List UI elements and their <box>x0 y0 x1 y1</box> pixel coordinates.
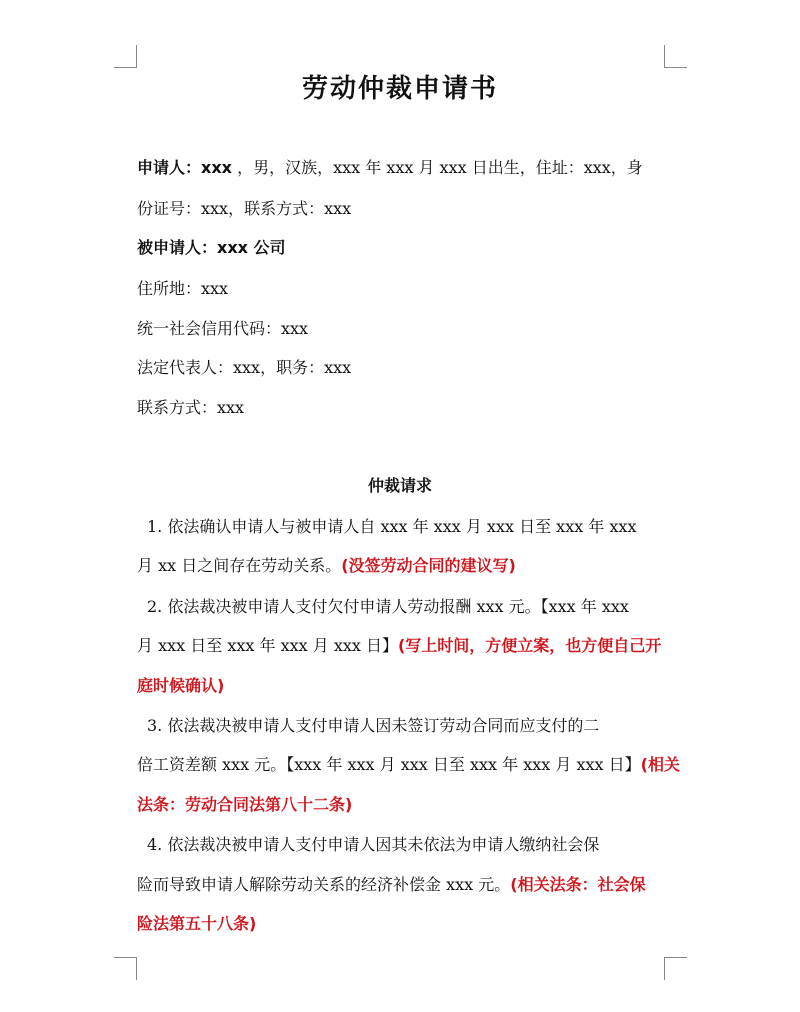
respondent-credit-code: 统一社会信用代码：xxx <box>137 319 309 338</box>
respondent-line <box>137 235 286 258</box>
respondent-legal-rep: 法定代表人：xxx，职务：xxx <box>137 358 352 377</box>
applicant-line-1 <box>137 155 643 178</box>
claim-2-line-1: 2. 依法裁决被申请人支付欠付申请人劳动报酬 xxx 元。【xxx 年 xxx <box>147 597 629 616</box>
claim-3-note: (相关 <box>640 755 680 774</box>
claim-3-line-1: 3. 依法裁决被申请人支付申请人因未签订劳动合同而应支付的二 <box>147 716 600 735</box>
crop-mark-top-right <box>664 45 687 68</box>
claim-4-text: 险而导致申请人解除劳动关系的经济补偿金 xxx 元。 <box>137 875 511 894</box>
claim-1-line-2 <box>137 553 516 576</box>
respondent-address: 住所地：xxx <box>137 279 229 298</box>
respondent-label: 被申请人： <box>137 238 218 257</box>
claim-1-note: (没签劳动合同的建议写) <box>341 556 516 575</box>
claim-3-text: 倍工资差额 xxx 元。【xxx 年 xxx 月 xxx 日至 xxx 年 xxx 月 xxx 日】 <box>137 755 641 774</box>
applicant-details: ，男，汉族，xxx 年 xxx 月 xxx 日出生，住址：xxx，身 <box>231 158 643 177</box>
claim-2-line-2 <box>137 633 661 656</box>
crop-mark-bottom-left <box>114 957 137 980</box>
applicant-line-2: 份证号：xxx，联系方式：xxx <box>137 199 352 218</box>
crop-mark-top-left <box>114 45 137 68</box>
claim-4-line-1: 4. 依法裁决被申请人支付申请人因其未依法为申请人缴纳社会保 <box>147 835 600 854</box>
claim-4-note: (相关法条：社会保 <box>510 875 646 894</box>
crop-mark-bottom-right <box>664 957 687 980</box>
claim-1-text: 月 xx 日之间存在劳动关系。 <box>137 556 342 575</box>
document-title: 劳动仲裁申请书 <box>301 74 498 104</box>
claim-4-note-cont: 险法第五十八条) <box>137 914 257 933</box>
respondent-name: xxx 公司 <box>217 238 286 257</box>
respondent-contact: 联系方式：xxx <box>137 398 245 417</box>
claim-3-note-cont: 法条：劳动合同法第八十二条) <box>137 795 353 814</box>
section-title: 仲裁请求 <box>367 476 432 495</box>
claim-2-note-cont: 庭时候确认) <box>137 676 225 695</box>
applicant-name: xxx <box>201 158 232 177</box>
claim-4-line-2 <box>137 872 646 895</box>
claim-2-text: 月 xxx 日至 xxx 年 xxx 月 xxx 日】 <box>137 636 398 655</box>
applicant-label: 申请人： <box>137 158 202 177</box>
claim-1-line-1: 1. 依法确认申请人与被申请人自 xxx 年 xxx 月 xxx 日至 xxx 年 xxx <box>147 517 637 536</box>
claim-3-line-2 <box>137 752 680 775</box>
claim-2-note: (写上时间，方便立案，也方便自己开 <box>397 636 662 655</box>
